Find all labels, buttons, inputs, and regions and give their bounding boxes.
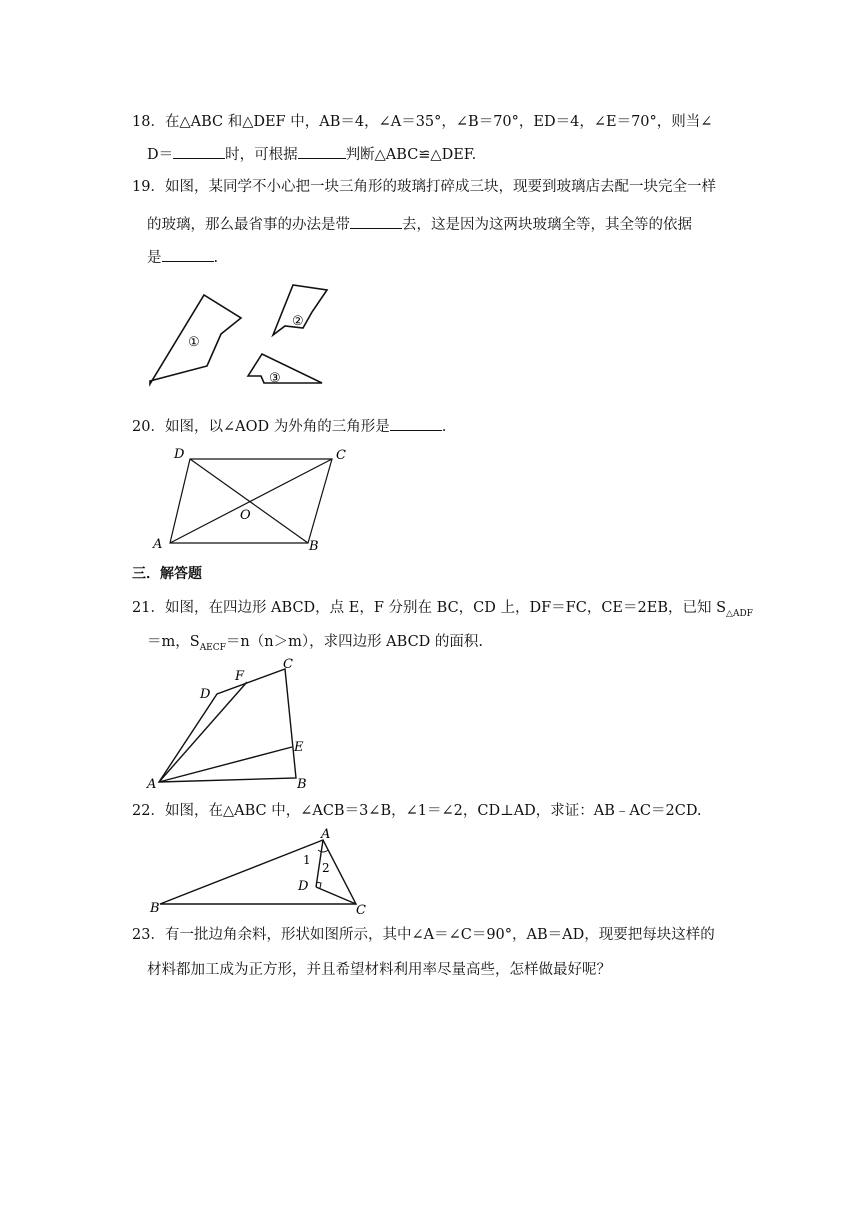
q21-subscript: △ADF: [726, 608, 753, 619]
q21-text: ＝n（n＞m），求四边形 ABCD 的面积.: [225, 634, 484, 650]
vertex-label-e: E: [294, 740, 304, 755]
q21-text: 21．如图，在四边形 ABCD，点 E，F 分别在 BC，CD 上，DF＝FC，CE＝2EB，已知 S: [132, 600, 727, 616]
answer-blank[interactable]: [350, 214, 402, 229]
q20-text-start: 20．如图，以∠AOD 为外角的三角形是: [132, 419, 390, 435]
vertex-label-c: C: [283, 657, 293, 672]
diagonal-bd: [190, 459, 308, 543]
angle-label-1: 1: [303, 853, 311, 867]
q22-text: 22．如图，在△ABC 中，∠ACB＝3∠B，∠1＝∠2，CD⊥AD，求证：AB﹣AC＝2CD.: [132, 803, 702, 819]
q19-text-start: 的玻璃，那么最省事的办法是带: [147, 217, 350, 233]
q19-text-end: .: [213, 250, 219, 266]
q18-text-mid: 时，可根据: [225, 147, 298, 163]
q18-line2: [147, 144, 476, 165]
q19-line1: 19．如图，某同学不小心把一块三角形的玻璃打碎成三块，现要到玻璃店去配一块完全一样: [132, 179, 716, 195]
q18-text-start: D＝: [147, 147, 174, 163]
section-heading: 三．解答题: [132, 566, 202, 582]
q21-subscript: AECF: [199, 642, 226, 653]
vertex-label-d: D: [174, 447, 185, 462]
vertex-label-a: A: [147, 777, 157, 792]
vertex-label-f: F: [235, 669, 245, 684]
piece-label-1: ①: [188, 335, 200, 350]
vertex-label-a: A: [153, 537, 163, 552]
q20-text: [132, 416, 446, 437]
q20-text-end: .: [441, 419, 447, 435]
vertex-label-d: D: [200, 687, 211, 702]
quadrilateral-abcd: [159, 669, 296, 782]
piece-label-2: ②: [292, 314, 304, 329]
vertex-label-o: O: [240, 508, 251, 523]
glass-piece-3: [248, 354, 322, 383]
q18-line1: 18．在△ABC 和△DEF 中，AB＝4，∠A＝35°，∠B＝70°，ED＝4，∠E＝70°，则当∠: [132, 114, 713, 130]
q21-line1: [132, 598, 753, 624]
q19-text-start: 是: [147, 250, 162, 266]
vertex-label-b: B: [150, 901, 160, 916]
answer-blank[interactable]: [390, 416, 442, 431]
q21-line2: [147, 632, 483, 658]
piece-label-3: ③: [269, 371, 281, 386]
q23-line2: 材料都加工成为正方形，并且希望材料利用率尽量高些，怎样做最好呢？: [147, 962, 611, 978]
diagonal-ac: [170, 459, 332, 543]
vertex-label-d: D: [298, 879, 309, 894]
vertex-label-c: C: [356, 903, 366, 916]
vertex-label-b: B: [297, 777, 307, 792]
q18-text-end: 判断△ABC≌△DEF.: [345, 147, 477, 163]
answer-blank[interactable]: [173, 144, 225, 159]
q19-line3: [147, 247, 218, 268]
segment-dc: [316, 887, 356, 904]
q23-line1: 23．有一批边角余料，形状如图所示，其中∠A＝∠C＝90°，AB＝AD，现要把每块这样的: [132, 927, 715, 943]
q19-glass-figure: [145, 280, 335, 404]
q22-triangle-figure: [148, 826, 378, 920]
angle-label-2: 2: [322, 861, 330, 875]
q21-quadrilateral-figure: [145, 656, 325, 796]
angle-arc: [318, 850, 328, 852]
q21-text: ＝m，S: [147, 634, 200, 650]
answer-blank[interactable]: [298, 144, 346, 159]
q19-line2: [147, 214, 692, 235]
vertex-label-a: A: [321, 827, 331, 842]
answer-blank[interactable]: [162, 247, 214, 262]
vertex-label-b: B: [309, 539, 319, 554]
q19-text-end: 去，这是因为这两块玻璃全等，其全等的依据: [402, 217, 692, 233]
q20-parallelogram-figure: [150, 444, 354, 560]
vertex-label-c: C: [336, 448, 346, 463]
